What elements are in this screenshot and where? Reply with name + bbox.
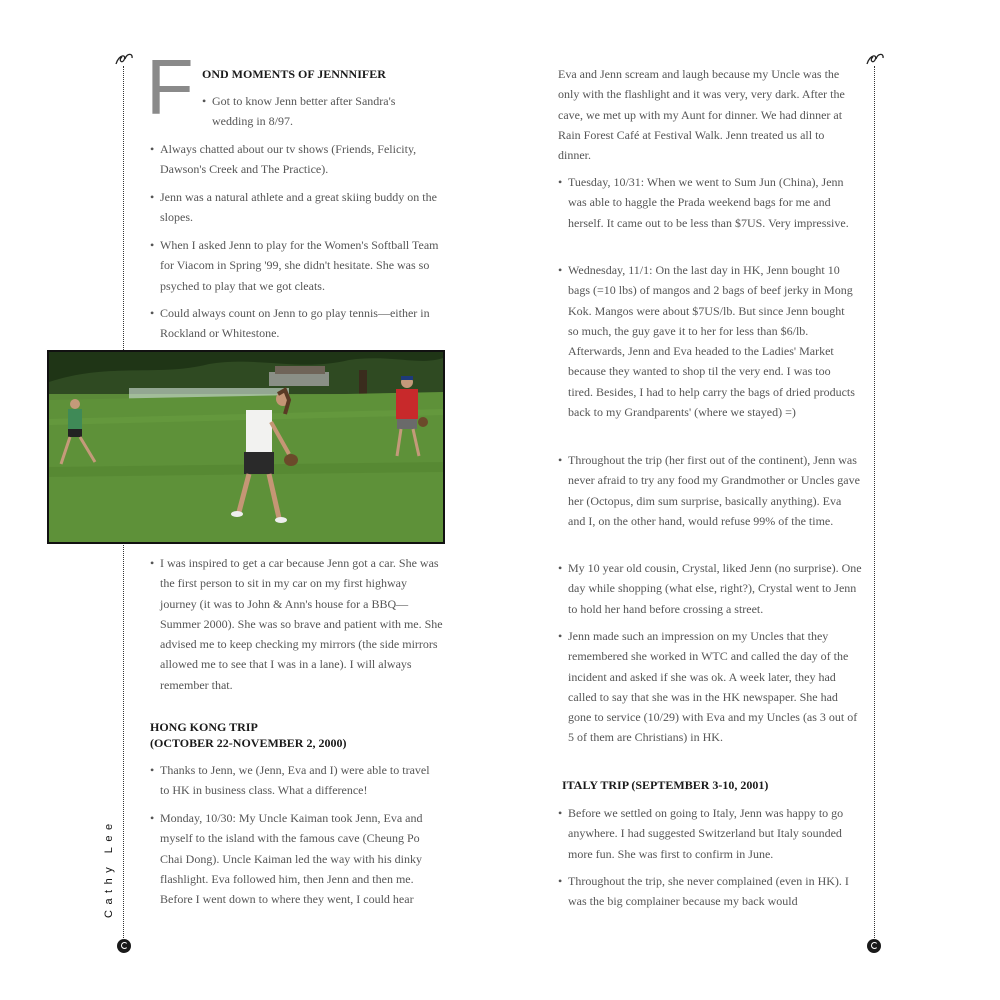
circle-ornament-icon xyxy=(117,939,131,953)
list-item: • When I asked Jenn to play for the Women's Softball Team for Viacom in Spring '99, she didn't hesitate. She was so psyched to play that we got cleats. xyxy=(150,235,440,296)
list-item: • Always chatted about our tv shows (Friends, Felicity, Dawson's Creek and The Practice). xyxy=(150,139,425,180)
list-item: • Thanks to Jenn, we (Jenn, Eva and I) were able to travel to HK in business class. What a difference! xyxy=(150,760,430,801)
author-name: Cathy Lee xyxy=(103,818,115,918)
list-item: • Jenn made such an impression on my Uncles that they remembered she worked in WTC and called the day of the incident and asked if she was ok. A week later, they had called to say that she was in the HK newspaper. She had gone to service (10/29) with Eva and my Uncles (as 3 out of 5 of them are Christians) in HK. xyxy=(558,626,863,748)
list-item: • My 10 year old cousin, Crystal, liked Jenn (no surprise). One day while shopping (what else, right?), Crystal went to Jenn to hold her hand before crossing a street. xyxy=(558,558,863,619)
softball-field-illustration xyxy=(49,352,443,542)
drop-cap: F xyxy=(146,43,194,131)
section-title: ITALY TRIP (SEPTEMBER 3-10, 2001) xyxy=(562,778,769,792)
list-item: • Monday, 10/30: My Uncle Kaiman took Jenn, Eva and myself to the island with the famous cave (Cheung Po Chai Dong). Uncle Kaiman led the way with his dinky flashlight. Eva followed him, then Jenn and then me. Before I went down to where they went, I could hear xyxy=(150,808,445,909)
section-subtitle: (OCTOBER 22-NOVEMBER 2, 2000) xyxy=(150,736,347,750)
list-item: • Before we settled on going to Italy, Jenn was happy to go anywhere. I had suggested Switzerland but Italy sounded more fun. She was first to confirm in June. xyxy=(558,803,858,864)
list-item: • Could always count on Jenn to go play tennis—either in Rockland or Whitestone. xyxy=(150,303,445,344)
list-item: • Wednesday, 11/1: On the last day in HK, Jenn bought 10 bags (=10 lbs) of mangos and 2 bags of beef jerky in Mong Kok. Mangos were about $7US/lb. But since Jenn bought so much, the guy gave it to her for less than $6/lb. Afterwards, Jenn and Eva headed to the Ladies' Market because they wanted to shop til the very end. I was too tired. Besides, I had to help carry the bags of dried products back to my Grandparents' (where we stayed) =) xyxy=(558,260,858,422)
circle-ornament-icon xyxy=(867,939,881,953)
paragraph: Eva and Jenn scream and laugh because my Uncle was the only with the flashlight and it was very, very dark. After the cave, we met up with my Aunt for dinner. We had dinner at Rain Forest Café at Festival Walk. Jenn treated us all to dinner. xyxy=(558,67,845,163)
list-item: • I was inspired to get a car because Jenn got a car. She was the first person to sit in my car on my first highway journey (it was to John & Ann's house for a BBQ—Summer 2000). She was so brave and patient with me. She advised me to keep checking my mirrors (the side mirrors allowed me to see that I was in a lane). I will always remember that. xyxy=(150,553,445,695)
swirl-ornament-icon xyxy=(113,50,135,68)
section-title: OND MOMENTS OF JENNNIFER xyxy=(202,67,386,81)
swirl-ornament-icon xyxy=(864,50,886,68)
right-margin-rule xyxy=(874,66,875,938)
section-title: HONG KONG TRIP xyxy=(150,720,258,734)
list-item: • Jenn was a natural athlete and a great skiing buddy on the slopes. xyxy=(150,187,440,228)
list-item: • Throughout the trip (her first out of the continent), Jenn was never afraid to try any food my Grandmother or Uncles gave her (Octopus, dim sum surprise, basically anything). Eva and I, on the other hand, would refuse 99% of the time. xyxy=(558,450,860,531)
list-item: • Got to know Jenn better after Sandra's wedding in 8/97. xyxy=(202,91,432,132)
list-item: • Throughout the trip, she never complained (even in HK). I was the big complainer because my back would xyxy=(558,871,860,912)
list-item: • Tuesday, 10/31: When we went to Sum Jun (China), Jenn was able to haggle the Prada weekend bags for me and herself. It came out to be less than $7US. Very impressive. xyxy=(558,172,850,233)
softball-photo xyxy=(47,350,445,544)
